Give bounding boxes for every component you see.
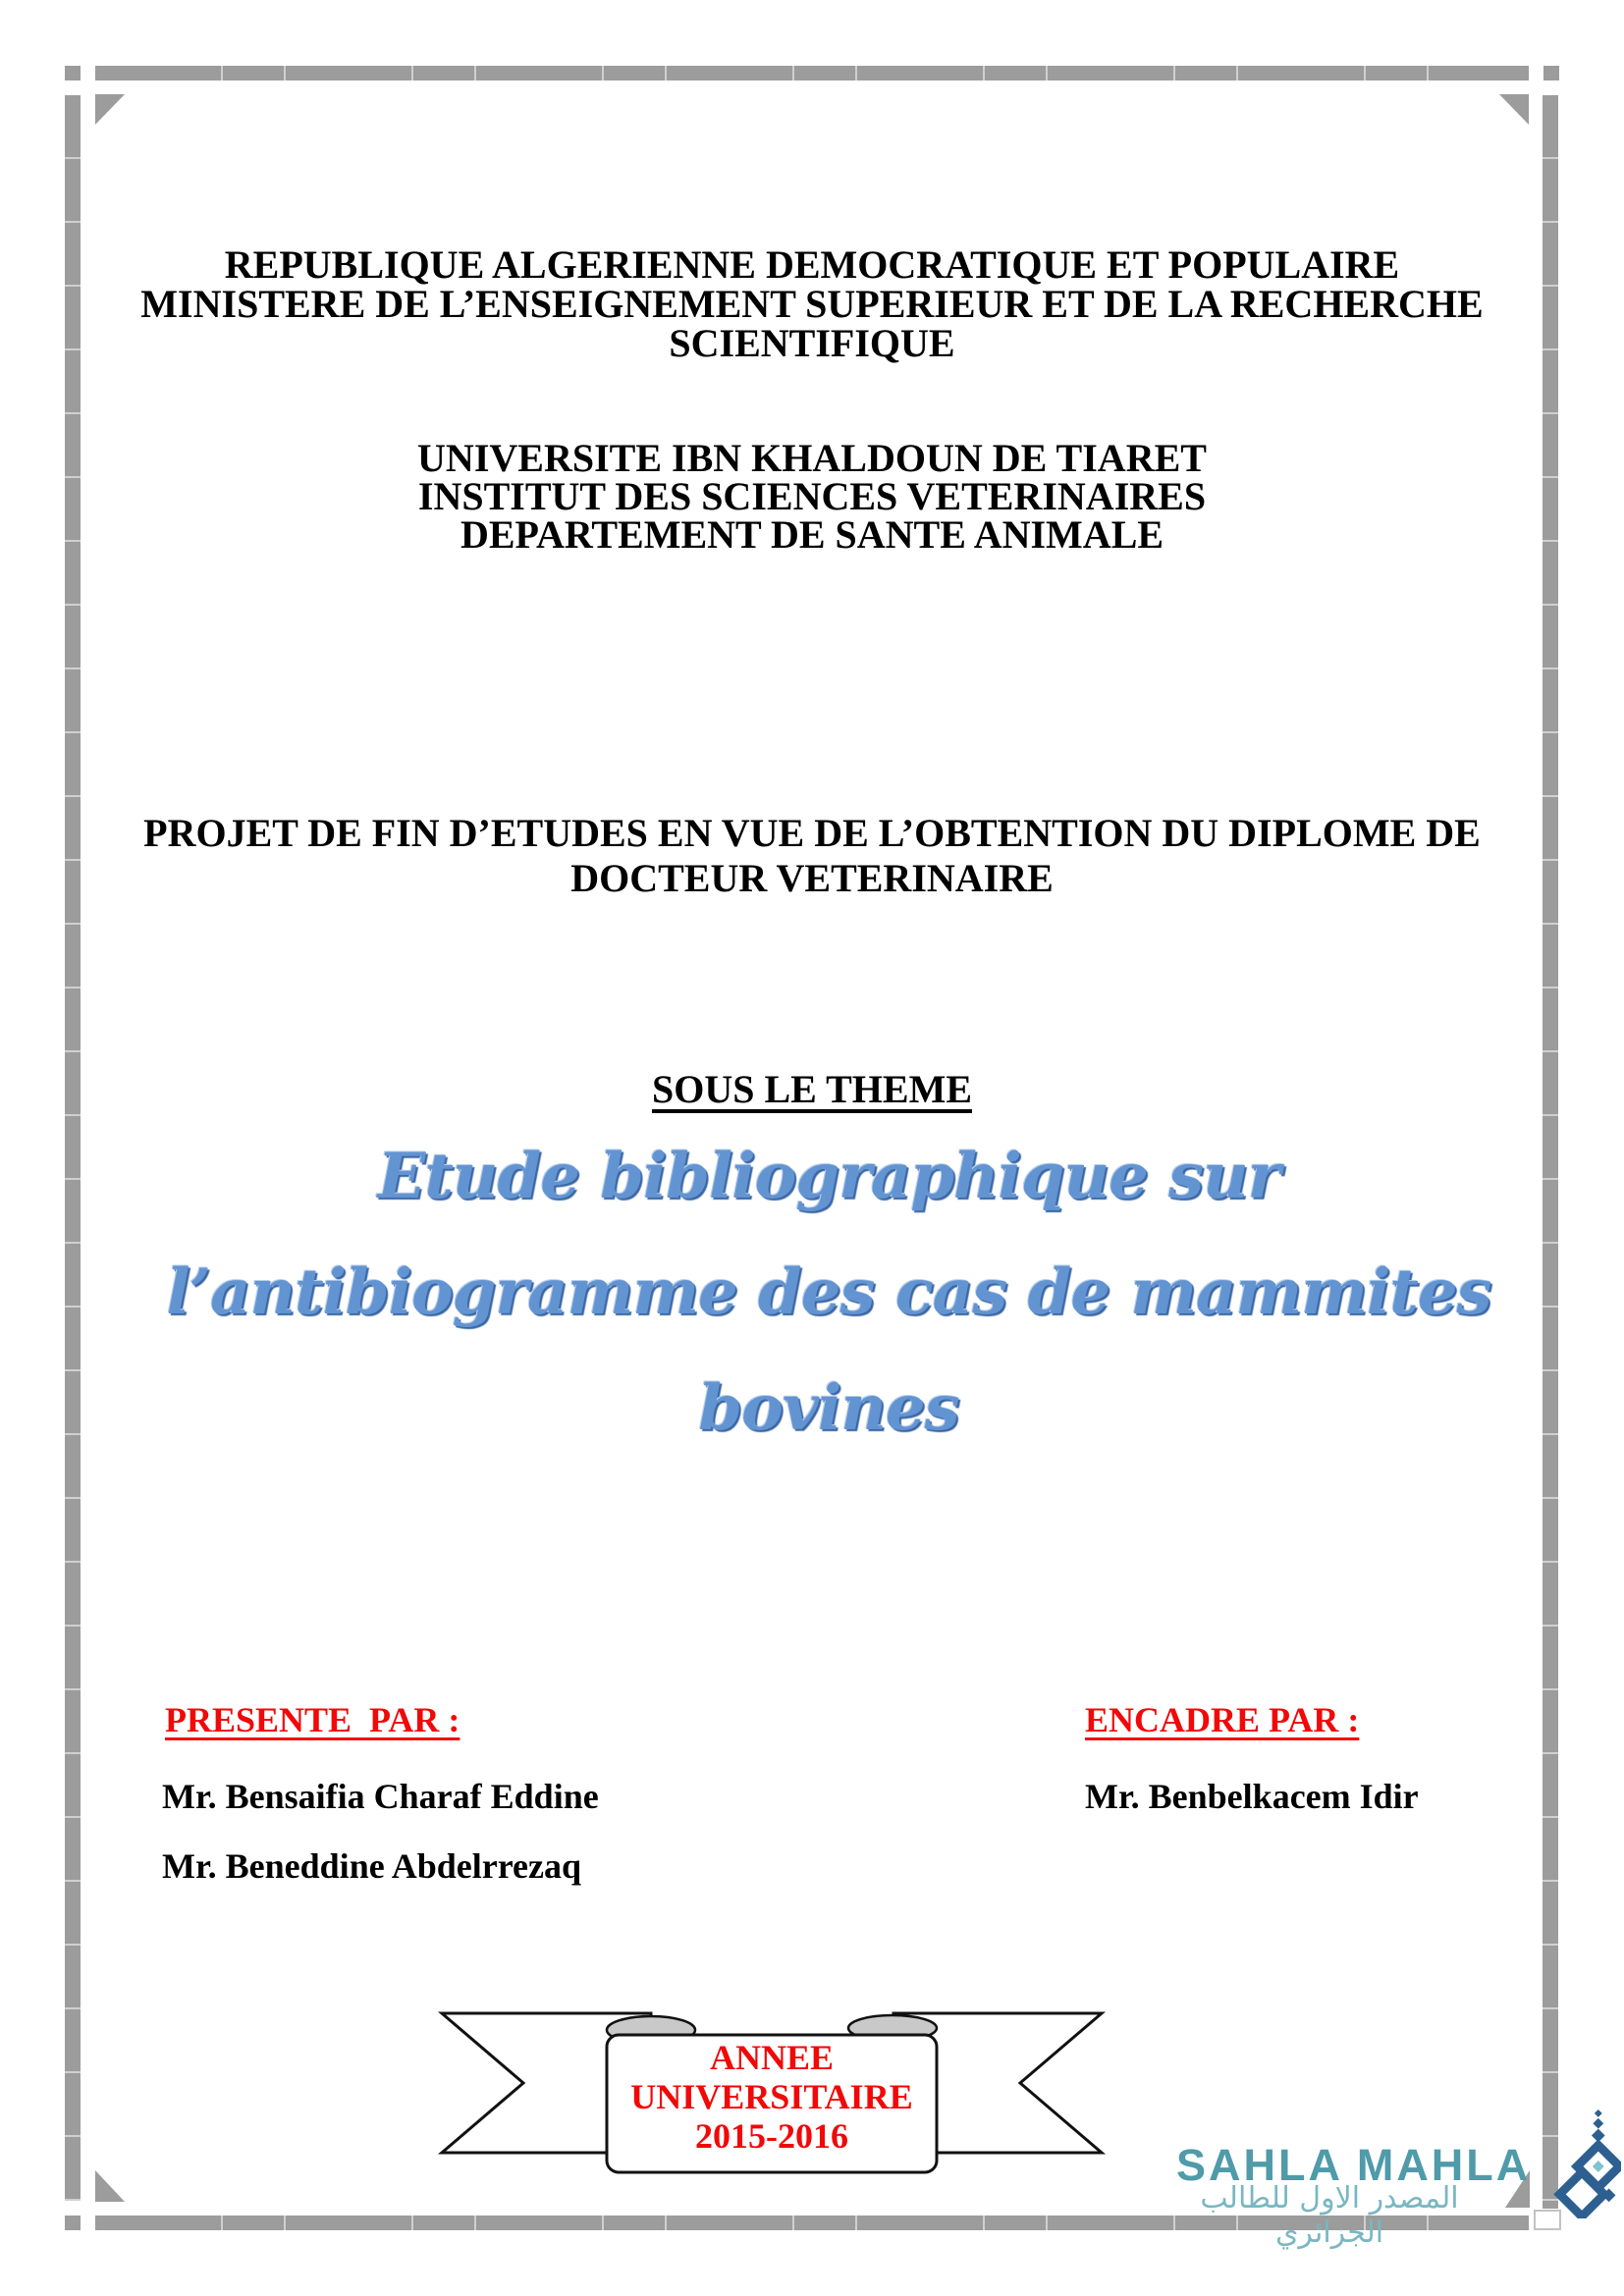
author-name: Mr. Bensaifia Charaf Eddine	[162, 1777, 599, 1816]
thesis-title-line: Etude bibliographique sur	[377, 1140, 1280, 1213]
logo-diamond-dot	[1595, 2109, 1602, 2117]
border-corner-triangle-bottom-left	[95, 2170, 125, 2202]
banner-line: 2015-2016	[695, 2116, 848, 2156]
project-line: DOCTEUR VETERINAIRE	[570, 856, 1054, 900]
thesis-title	[17, 1119, 1624, 1467]
border-top-right-square	[1543, 66, 1559, 80]
republic-header	[0, 242, 1624, 365]
thesis-title-line: bovines	[698, 1371, 959, 1445]
border-top-bar	[95, 66, 1529, 80]
header-line: SCIENTIFIQUE	[669, 321, 955, 365]
project-line: PROJET DE FIN D’ETUDES EN VUE DE L’OBTENTION DU DIPLOME DE	[143, 811, 1481, 855]
banner-line: ANNEE	[709, 2038, 835, 2077]
institution-line: DEPARTEMENT DE SANTE ANIMALE	[460, 512, 1164, 557]
border-top-left-square	[65, 66, 81, 80]
border-corner-triangle-top-left	[95, 94, 125, 125]
institution-line: INSTITUT DES SCIENCES VETERINAIRES	[417, 474, 1207, 518]
watermark-tagline-arabic: المصدر الاول للطالب الجزائري	[1200, 2181, 1459, 2250]
sahla-mahla-logo-icon	[1552, 2108, 1621, 2218]
logo-diamond-dot	[1593, 2118, 1603, 2129]
supervised-by-label: ENCADRE PAR :	[1085, 1700, 1360, 1739]
header-line: MINISTERE DE L’ENSEIGNEMENT SUPERIEUR ET DE LA RECHERCHE	[140, 282, 1484, 326]
theme-label: SOUS LE THEME	[651, 1067, 973, 1111]
project-statement	[0, 811, 1624, 901]
thesis-title-line: l’antibiogramme des cas de mammites	[166, 1255, 1491, 1329]
border-corner-triangle-top-right	[1499, 94, 1529, 125]
logo-teal-diamond	[1593, 2161, 1604, 2172]
banner-line: UNIVERSITAIRE	[630, 2077, 913, 2116]
theme-label-row	[0, 1067, 1624, 1111]
border-bottom-left-square	[65, 2216, 81, 2230]
institution-block	[0, 436, 1624, 557]
presented-by-label: PRESENTE PAR :	[165, 1700, 460, 1739]
watermark-brand-text: SAHLA MAHLA	[1176, 2140, 1532, 2190]
academic-year-banner-text	[607, 2038, 937, 2156]
institution-line: UNIVERSITE IBN KHALDOUN DE TIARET	[417, 436, 1207, 480]
author-name: Mr. Beneddine Abdelrrezaq	[162, 1846, 582, 1886]
header-line: REPUBLIQUE ALGERIENNE DEMOCRATIQUE ET POPULAIRE	[224, 242, 1400, 287]
logo-knot-lower	[1559, 2172, 1603, 2216]
supervisor-name: Mr. Benbelkacem Idir	[1085, 1777, 1419, 1816]
